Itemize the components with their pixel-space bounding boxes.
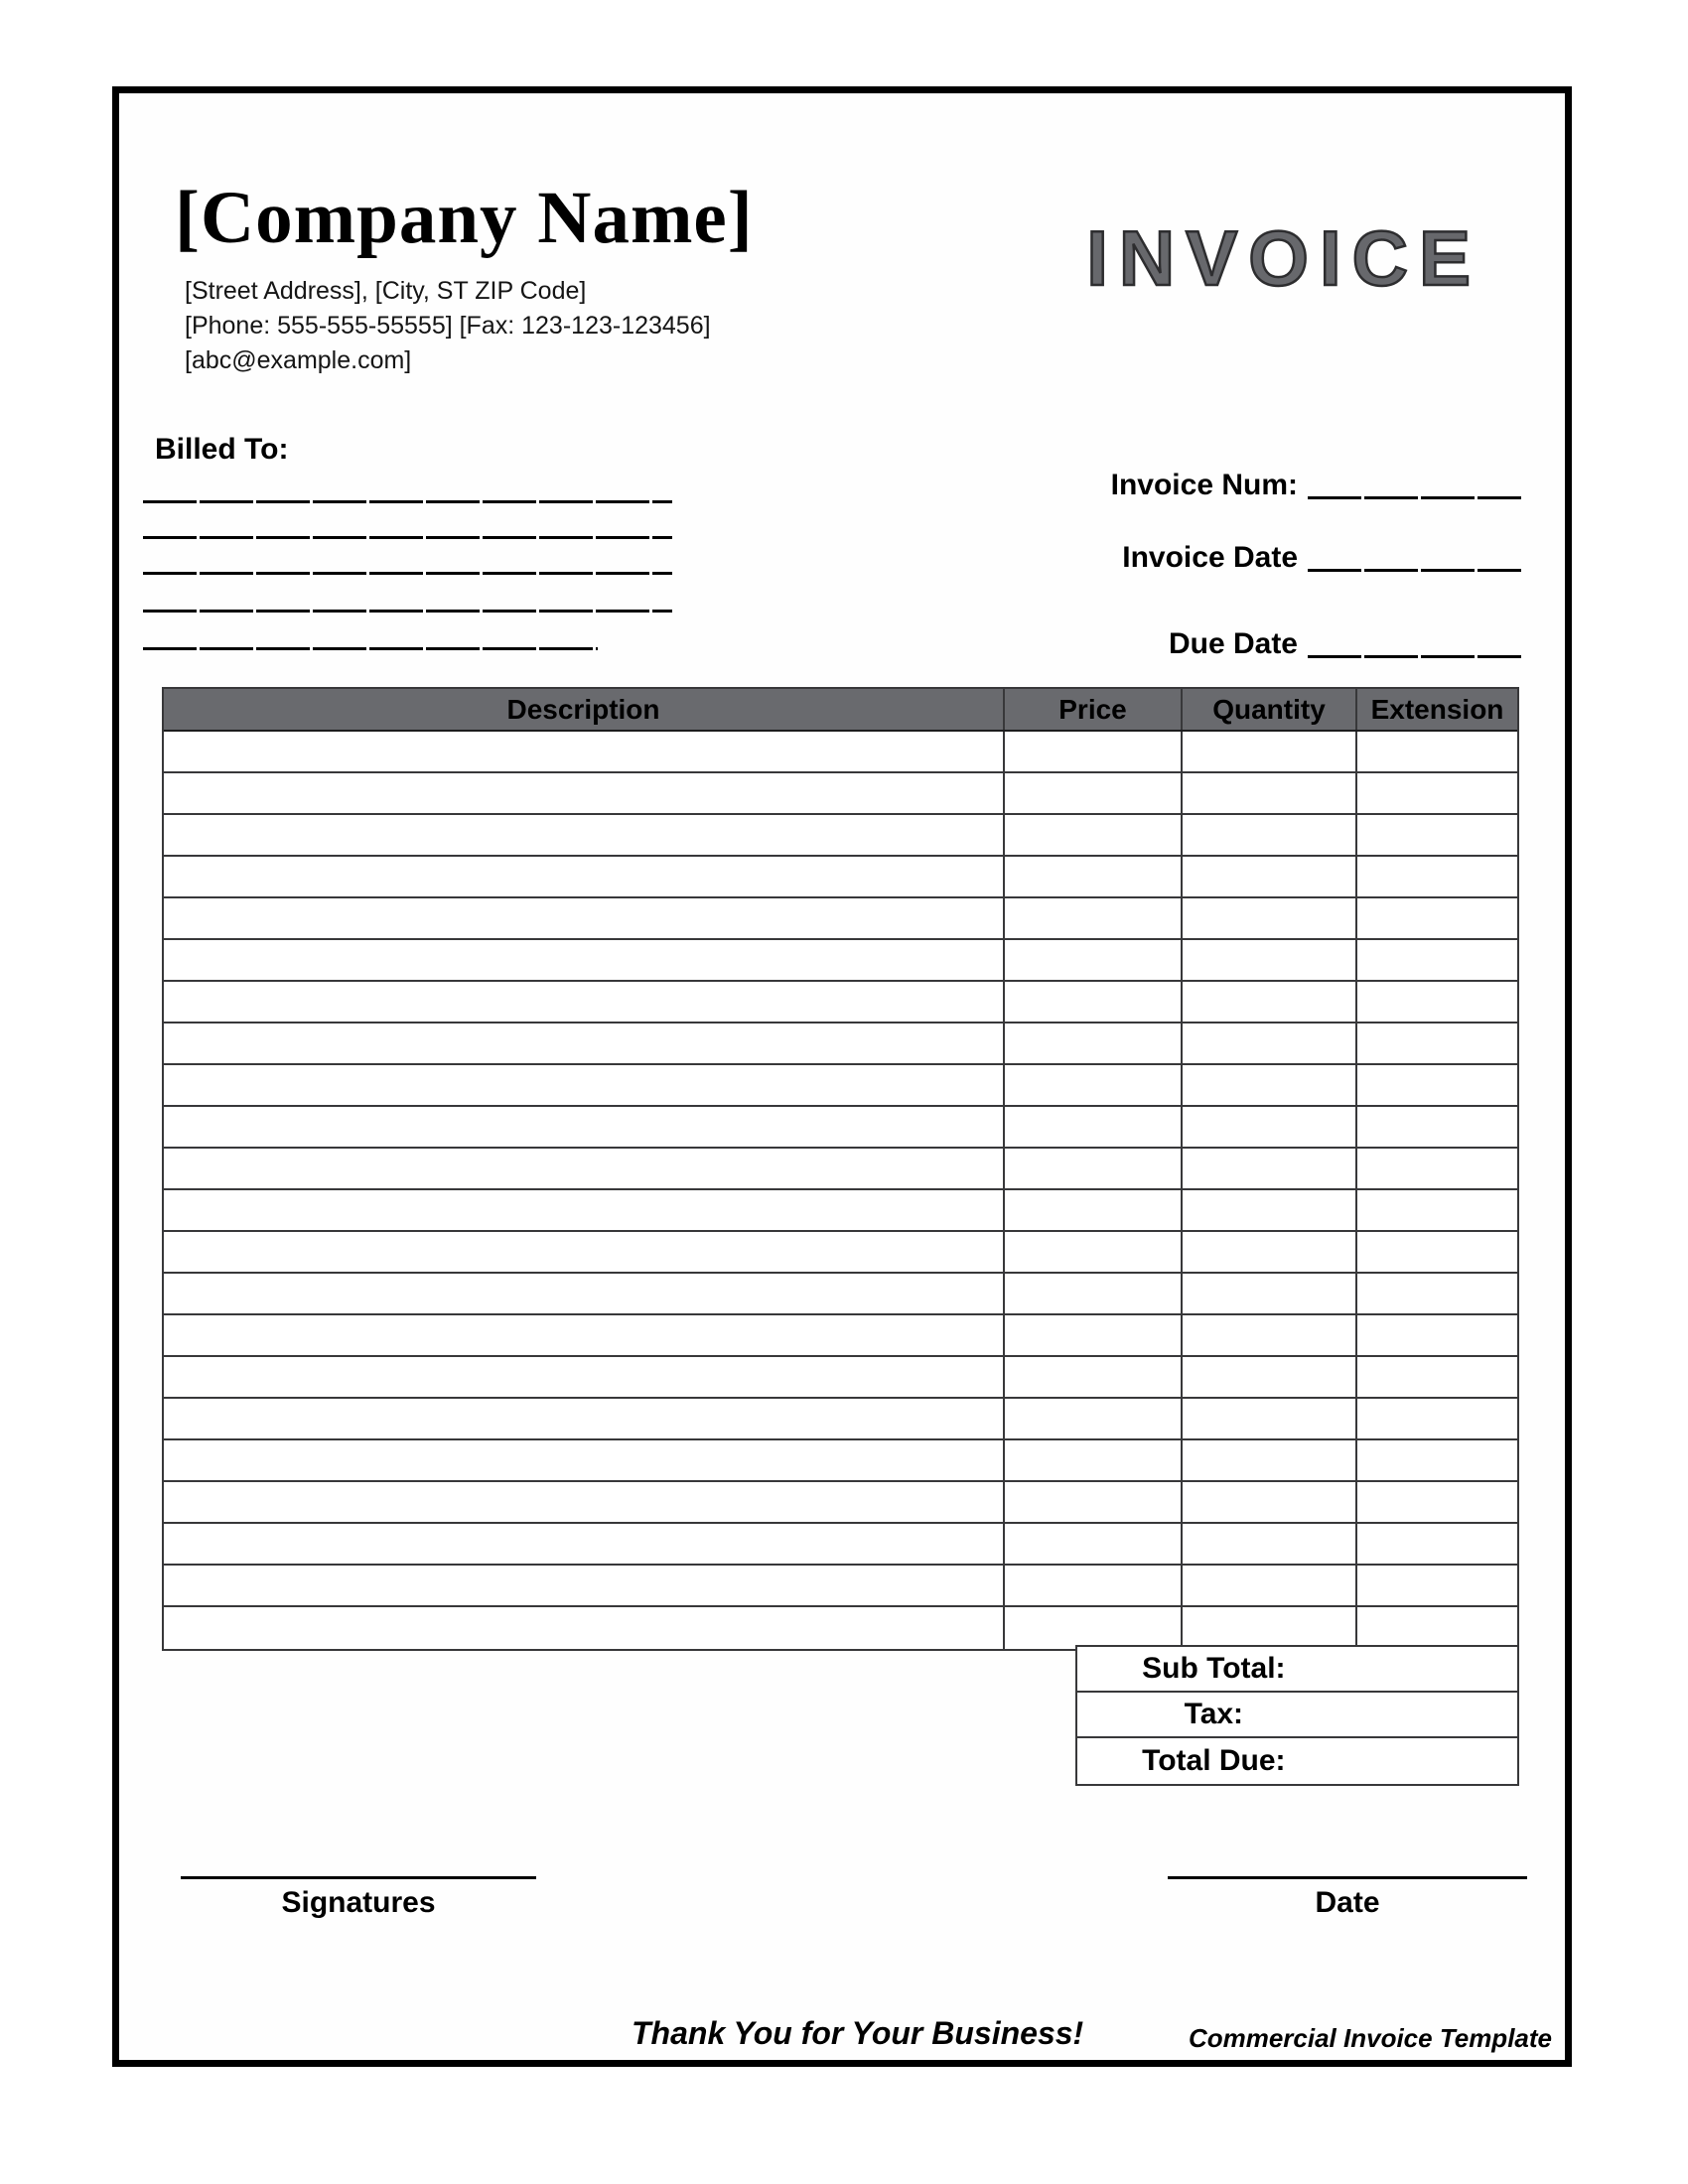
cell-extension[interactable]: [1355, 1399, 1517, 1438]
cell-description[interactable]: [164, 1190, 1003, 1230]
invoice-heading: INVOICE: [1086, 214, 1481, 302]
table-row: [164, 1065, 1517, 1107]
table-row: [164, 815, 1517, 857]
summary-label-3: Total Due:: [1142, 1744, 1286, 1777]
cell-extension[interactable]: [1355, 1482, 1517, 1522]
table-row: [164, 1524, 1517, 1566]
cell-price[interactable]: [1003, 1065, 1181, 1105]
table-row: [164, 1107, 1517, 1149]
cell-extension[interactable]: [1355, 815, 1517, 855]
company-address-line-3: [abc@example.com]: [185, 346, 412, 374]
cell-price[interactable]: [1003, 1440, 1181, 1480]
table-row: [164, 982, 1517, 1024]
company-name: [Company Name]: [175, 177, 754, 259]
column-header-price: Price: [1003, 689, 1181, 730]
cell-description[interactable]: [164, 1315, 1003, 1355]
cell-extension[interactable]: [1355, 1232, 1517, 1272]
meta-fill-line-2[interactable]: [1308, 569, 1521, 572]
cell-price[interactable]: [1003, 1315, 1181, 1355]
line-items-table: [162, 687, 1519, 1651]
cell-extension[interactable]: [1355, 1024, 1517, 1063]
cell-quantity[interactable]: [1181, 1566, 1355, 1605]
cell-extension[interactable]: [1355, 1065, 1517, 1105]
invoice-page: [112, 86, 1572, 2067]
cell-description[interactable]: [164, 1524, 1003, 1564]
cell-quantity[interactable]: [1181, 1607, 1355, 1649]
company-address: [185, 274, 711, 378]
meta-fill-line-1[interactable]: [1308, 496, 1521, 499]
cell-price[interactable]: [1003, 732, 1181, 771]
cell-description[interactable]: [164, 898, 1003, 938]
cell-price[interactable]: [1003, 857, 1181, 896]
table-row: [164, 1440, 1517, 1482]
cell-quantity[interactable]: [1181, 1190, 1355, 1230]
cell-price[interactable]: [1003, 1232, 1181, 1272]
cell-extension[interactable]: [1355, 1357, 1517, 1397]
totals-box: [1075, 1645, 1519, 1786]
table-row: [164, 1274, 1517, 1315]
table-row: [164, 1149, 1517, 1190]
table-row: [164, 1566, 1517, 1607]
cell-quantity[interactable]: [1181, 982, 1355, 1022]
thank-you-message: Thank You for Your Business!: [632, 2015, 1084, 2051]
cell-extension[interactable]: [1355, 1107, 1517, 1147]
cell-extension[interactable]: [1355, 1566, 1517, 1605]
signatures-label: Signatures: [281, 1886, 436, 1919]
cell-price[interactable]: [1003, 1566, 1181, 1605]
cell-description[interactable]: [164, 815, 1003, 855]
cell-price[interactable]: [1003, 1524, 1181, 1564]
cell-description[interactable]: [164, 1566, 1003, 1605]
line-items-body: [164, 732, 1517, 1649]
meta-label-2: Invoice Date: [1122, 541, 1298, 574]
cell-price[interactable]: [1003, 1107, 1181, 1147]
cell-description[interactable]: [164, 732, 1003, 771]
company-address-line-2: [Phone: 555-555-55555] [Fax: 123-123-123456]: [185, 312, 711, 340]
table-row: [164, 940, 1517, 982]
cell-description[interactable]: [164, 857, 1003, 896]
cell-description[interactable]: [164, 1107, 1003, 1147]
meta-fill-line-3[interactable]: [1308, 655, 1521, 658]
cell-description[interactable]: [164, 1149, 1003, 1188]
cell-price[interactable]: [1003, 1149, 1181, 1188]
cell-price[interactable]: [1003, 815, 1181, 855]
summary-row-1: [1077, 1647, 1517, 1693]
meta-label-1: Invoice Num:: [1110, 469, 1298, 501]
date-label: Date: [1315, 1886, 1380, 1919]
table-row: [164, 1315, 1517, 1357]
cell-quantity[interactable]: [1181, 1149, 1355, 1188]
cell-price[interactable]: [1003, 1274, 1181, 1313]
cell-description[interactable]: [164, 1232, 1003, 1272]
cell-extension[interactable]: [1355, 1149, 1517, 1188]
billed-to-line-2[interactable]: [143, 536, 672, 539]
meta-row-3: [1169, 627, 1521, 661]
billed-to-line-1[interactable]: [143, 500, 672, 503]
cell-description[interactable]: [164, 1024, 1003, 1063]
cell-price[interactable]: [1003, 1024, 1181, 1063]
cell-quantity[interactable]: [1181, 1065, 1355, 1105]
cell-description[interactable]: [164, 982, 1003, 1022]
line-items-header-row: [164, 689, 1517, 732]
cell-description[interactable]: [164, 1274, 1003, 1313]
cell-extension[interactable]: [1355, 940, 1517, 980]
table-row: [164, 773, 1517, 815]
cell-description[interactable]: [164, 1482, 1003, 1522]
cell-description[interactable]: [164, 773, 1003, 813]
summary-value-2[interactable]: [1350, 1693, 1517, 1736]
table-row: [164, 898, 1517, 940]
cell-description[interactable]: [164, 1357, 1003, 1397]
cell-quantity[interactable]: [1181, 1357, 1355, 1397]
cell-extension[interactable]: [1355, 1190, 1517, 1230]
summary-value-1[interactable]: [1350, 1647, 1517, 1691]
table-row: [164, 1190, 1517, 1232]
template-name: Commercial Invoice Template: [1188, 2023, 1552, 2053]
column-header-extension: Extension: [1355, 689, 1517, 730]
cell-extension[interactable]: [1355, 857, 1517, 896]
summary-row-2: [1077, 1693, 1517, 1738]
cell-quantity[interactable]: [1181, 1399, 1355, 1438]
table-row: [164, 1607, 1517, 1649]
table-row: [164, 857, 1517, 898]
billed-to-label: Billed To:: [155, 433, 289, 466]
cell-extension[interactable]: [1355, 898, 1517, 938]
meta-row-1: [1111, 469, 1521, 502]
column-header-quantity: Quantity: [1181, 689, 1355, 730]
cell-description[interactable]: [164, 1399, 1003, 1438]
summary-row-3: [1077, 1738, 1517, 1784]
cell-price[interactable]: [1003, 1190, 1181, 1230]
cell-quantity[interactable]: [1181, 1232, 1355, 1272]
billed-to-line-5[interactable]: [143, 647, 598, 650]
cell-description[interactable]: [164, 1440, 1003, 1480]
cell-extension[interactable]: [1355, 732, 1517, 771]
summary-value-3[interactable]: [1350, 1738, 1517, 1784]
cell-description[interactable]: [164, 1607, 1003, 1649]
cell-quantity[interactable]: [1181, 857, 1355, 896]
table-row: [164, 1357, 1517, 1399]
cell-quantity[interactable]: [1181, 815, 1355, 855]
cell-description[interactable]: [164, 1065, 1003, 1105]
cell-quantity[interactable]: [1181, 940, 1355, 980]
signatures-fill-line[interactable]: [181, 1876, 536, 1879]
table-row: [164, 1399, 1517, 1440]
cell-description[interactable]: [164, 940, 1003, 980]
cell-extension[interactable]: [1355, 982, 1517, 1022]
meta-row-2: [1122, 541, 1521, 575]
billed-to-line-3[interactable]: [143, 572, 672, 575]
cell-price[interactable]: [1003, 773, 1181, 813]
cell-quantity[interactable]: [1181, 1482, 1355, 1522]
cell-quantity[interactable]: [1181, 1524, 1355, 1564]
cell-price[interactable]: [1003, 1357, 1181, 1397]
cell-price[interactable]: [1003, 982, 1181, 1022]
cell-extension[interactable]: [1355, 1524, 1517, 1564]
cell-price[interactable]: [1003, 1607, 1181, 1649]
table-row: [164, 1024, 1517, 1065]
cell-extension[interactable]: [1355, 773, 1517, 813]
cell-quantity[interactable]: [1181, 1315, 1355, 1355]
cell-price[interactable]: [1003, 1399, 1181, 1438]
summary-label-1: Sub Total:: [1142, 1652, 1286, 1685]
cell-quantity[interactable]: [1181, 898, 1355, 938]
cell-price[interactable]: [1003, 1482, 1181, 1522]
cell-extension[interactable]: [1355, 1315, 1517, 1355]
cell-quantity[interactable]: [1181, 732, 1355, 771]
cell-extension[interactable]: [1355, 1440, 1517, 1480]
company-address-line-1: [Street Address], [City, ST ZIP Code]: [185, 277, 587, 305]
billed-to-line-4[interactable]: [143, 610, 672, 613]
cell-extension[interactable]: [1355, 1607, 1517, 1649]
cell-extension[interactable]: [1355, 1274, 1517, 1313]
meta-label-3: Due Date: [1168, 627, 1298, 660]
cell-quantity[interactable]: [1181, 1107, 1355, 1147]
table-row: [164, 732, 1517, 773]
cell-price[interactable]: [1003, 940, 1181, 980]
table-row: [164, 1232, 1517, 1274]
cell-quantity[interactable]: [1181, 1024, 1355, 1063]
summary-label-2: Tax:: [1184, 1698, 1244, 1730]
cell-price[interactable]: [1003, 898, 1181, 938]
cell-quantity[interactable]: [1181, 773, 1355, 813]
date-fill-line[interactable]: [1168, 1876, 1527, 1879]
cell-quantity[interactable]: [1181, 1274, 1355, 1313]
cell-quantity[interactable]: [1181, 1440, 1355, 1480]
column-header-description: Description: [506, 693, 660, 725]
table-row: [164, 1482, 1517, 1524]
